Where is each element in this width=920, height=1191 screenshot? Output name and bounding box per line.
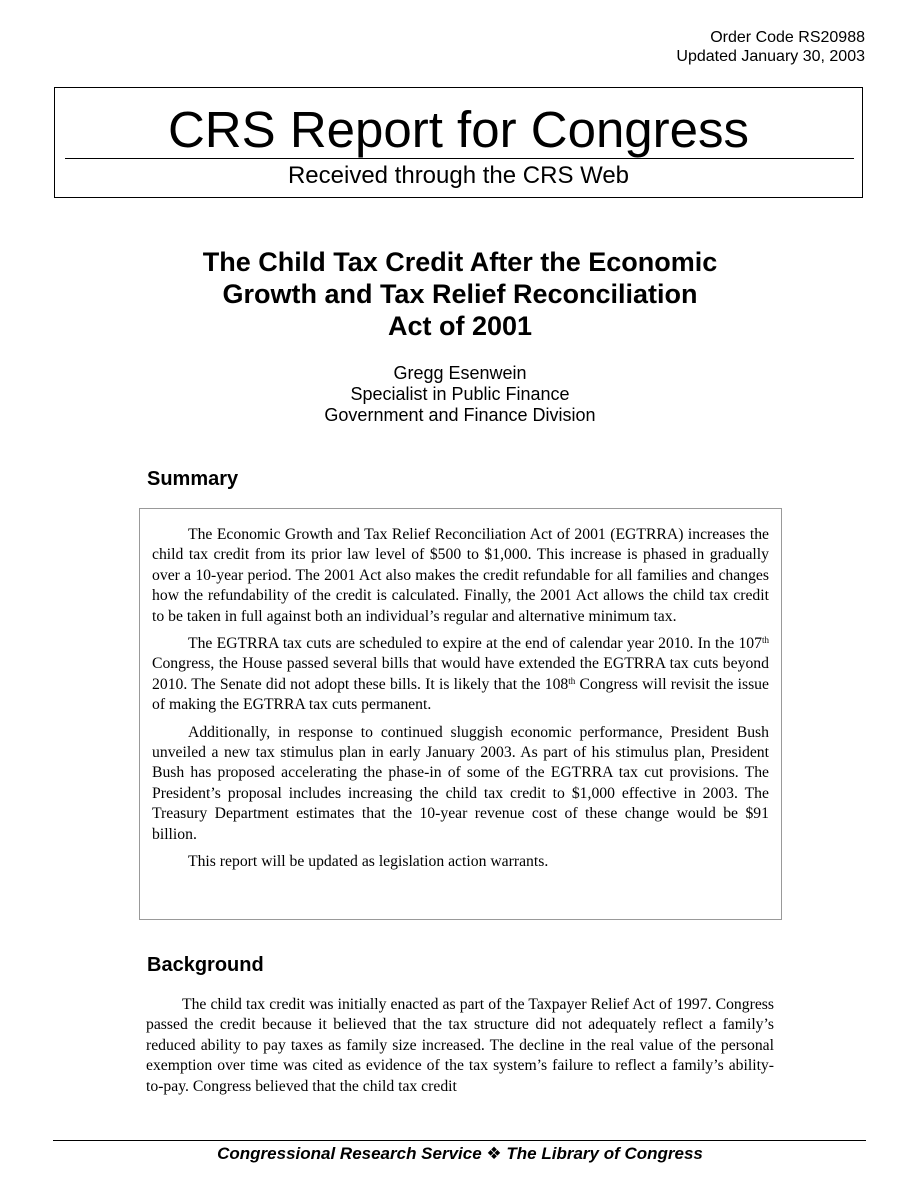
- background-paragraph-1: The child tax credit was initially enacted as part of the Taxpayer Relief Act of 1997. Congress passed the credit because it believed that the tax structure did not adequately reflect a family’s reduced ability to pay taxes as family size increased. The decline in the real value of the personal exemption over time was cited as evidence of the tax system’s failure to reflect a family’s ability-to-pay. Congress believed that the child tax credit: [146, 996, 774, 1095]
- masthead-divider: [65, 158, 854, 159]
- summary-box: [139, 508, 782, 920]
- order-code: Order Code RS20988: [710, 29, 865, 46]
- background-body: [146, 995, 774, 1104]
- summary-paragraph-4: This report will be updated as legislation action warrants.: [188, 853, 549, 871]
- footer: [0, 1144, 920, 1164]
- report-title-line: Act of 2001: [387, 311, 533, 341]
- summary-p2-text: The EGTRRA tax cuts are scheduled to expire at the end of calendar year 2010. In the 107: [188, 635, 762, 653]
- footer-library: The Library of Congress: [506, 1144, 703, 1163]
- author-division: Government and Finance Division: [324, 405, 596, 425]
- author-position: Specialist in Public Finance: [350, 384, 570, 404]
- masthead: [54, 87, 863, 198]
- summary-p2-text: Congress will revisit the issue of making the EGTRRA tax cuts permanent.: [152, 675, 769, 714]
- report-title-line: The Child Tax Credit After the Economic: [202, 247, 718, 277]
- summary-paragraph-1: The Economic Growth and Tax Relief Reconciliation Act of 2001 (EGTRRA) increases the child tax credit from its prior law level of $500 to $1,000. This increase is phased in gradually over a 10-year period. The 2001 Act also makes the credit refundable for all families and changes how the refundability of the credit is calculated. Finally, the 2001 Act allows the child tax credit to be taken in full against both an individual’s regular and alternative minimum tax.: [152, 526, 769, 625]
- report-title: [0, 246, 920, 342]
- summary-paragraph-3: Additionally, in response to continued sluggish economic performance, President Bush unveiled a new tax stimulus plan in early January 2003. As part of his stimulus plan, President Bush has proposed accelerating the phase-in of some of the EGTRRA tax cut provisions. The President’s proposal includes increasing the child tax credit to $1,000 effective in 2003. The Treasury Department estimates that the 10-year revenue cost of these change would be $91 billion.: [152, 723, 769, 843]
- footer-crs: Congressional Research Service: [217, 1144, 482, 1163]
- author-block: [0, 363, 920, 426]
- ordinal-superscript: th: [568, 675, 576, 686]
- updated-date: Updated January 30, 2003: [676, 48, 865, 65]
- summary-p2-text: Congress, the House passed several bills that would have extended the EGTRRA tax cuts beyond 2010. The Senate did not adopt these bills. It is likely that the 108: [152, 655, 769, 693]
- masthead-title: CRS Report for Congress: [167, 101, 750, 158]
- author-name: Gregg Esenwein: [393, 363, 527, 383]
- diamond-icon: ❖: [486, 1144, 502, 1163]
- summary-heading: Summary: [147, 468, 239, 490]
- background-heading: Background: [147, 954, 264, 976]
- footer-divider: [53, 1140, 866, 1141]
- ordinal-superscript: th: [761, 635, 769, 646]
- masthead-subtitle: Received through the CRS Web: [287, 162, 630, 189]
- report-title-line: Growth and Tax Relief Reconciliation: [222, 279, 698, 309]
- order-info: [676, 28, 865, 66]
- summary-paragraph-2: [152, 634, 769, 716]
